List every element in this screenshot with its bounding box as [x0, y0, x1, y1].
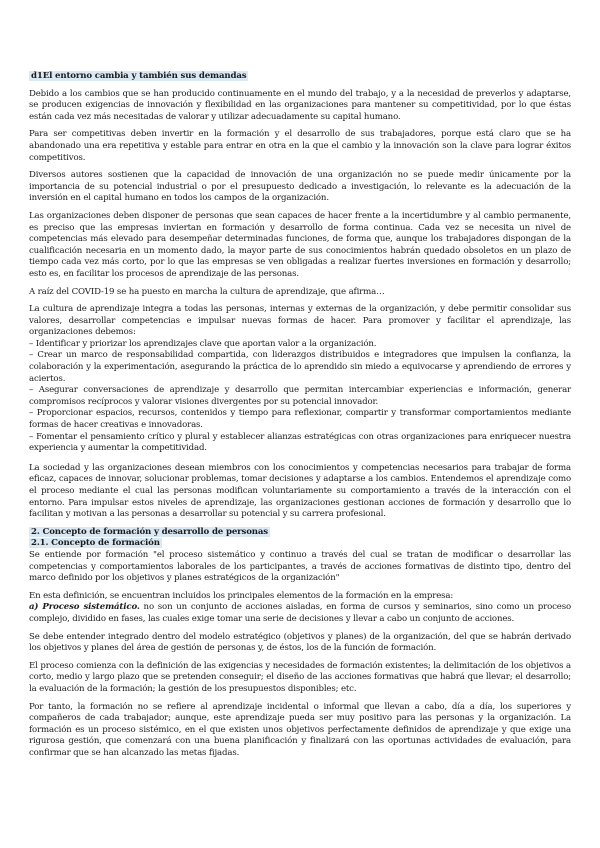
subsection-heading: [29, 538, 571, 550]
paragraph: Las organizaciones deben disponer de personas que sean capaces de hacer frente a la incertidumbre y al cambio permanente, es preciso que las empresas inviertan en formación y desarrollo de forma continua. Cada vez se necesita un nivel de competencias más elevado para desempeñar determinadas funciones, de forma que, aunque los trabajadores dispongan de la cualificación necesaria en un momento dado, la mayor parte de sus conocimientos habrán quedado obsoletos en un plazo de tiempo cada vez más corto, por lo que las empresas se ven obligadas a realizar fuertes inversiones en formación y desarrollo; esto es, en facilitar los procesos de aprendizaje de las personas.: [29, 210, 571, 279]
bullet-list: [29, 339, 571, 455]
paragraph: Diversos autores sostienen que la capacidad de innovación de una organización no se puede medir únicamente por la importancia de su potencial industrial o por el presupuesto dedicado a investigación, lo relevante es la adecuación de la inversión en el capital humano en todos los campos de la organización.: [29, 170, 571, 204]
paragraph: En esta definición, se encuentran incluidos los principales elementos de la formación en la empresa:: [29, 590, 454, 601]
paragraph: Debido a los cambios que se han producido continuamente en el mundo del trabajo, y a la necesidad de preverlos y adaptarse, se producen exigencias de innovación y flexibilidad en las organizaciones para mantener su competitividad, por lo que éstas están cada vez más necesitadas de valorar y utilizar adecuadamente su capital humano.: [29, 88, 571, 122]
list-item: – Proporcionar espacios, recursos, contenidos y tiempo para reflexionar, compartir y transformar comportamientos mediante formas de hacer creativas e innovadoras.: [29, 408, 571, 431]
section-heading: [29, 71, 571, 83]
definition-label: a) Proceso sistemático.: [29, 602, 140, 613]
list-item: – Crear un marco de responsabilidad compartida, con liderazgos distribuidos e integradores que impulsen la confianza, la colaboración y la experimentación, asegurando la práctica de lo aprendido sin miedo a equivocarse y aprendiendo de errores y aciertos.: [29, 350, 571, 384]
section-heading-text: 2. Concepto de formación y desarrollo de personas: [31, 526, 268, 537]
paragraph: A raíz del COVID-19 se ha puesto en marcha la cultura de aprendizaje, que afirma…: [29, 286, 385, 297]
section-heading: [29, 527, 571, 539]
paragraph: Para ser competitivas deben invertir en la formación y el desarrollo de sus trabajadores, porque está claro que se ha abandonado una era repetitiva y estable para entrar en otra en la que el cambio y la innovación son la clave para lograr éxitos competitivos.: [29, 129, 571, 163]
list-item: – Identificar y priorizar los aprendizajes clave que aportan valor a la organización.: [29, 338, 377, 349]
paragraph: Por tanto, la formación no se refiere al aprendizaje incidental o informal que llevan a cabo, día a día, los superiores y compañeros de cada trabajador; aunque, este aprendizaje pueda ser muy positivo para las personas y la organización. La formación es un proceso sistémico, en el que existen unos objetivos perfectamente definidos de aprendizaje y que exige una rigurosa gestión, que comenzará con una buena planificación y finalizará con las oportunas actividades de evaluación, para confirmar que se han alcanzado las metas fijadas.: [29, 701, 571, 758]
paragraph: Se debe entender integrado dentro del modelo estratégico (objetivos y planes) de la organización, del que se habrán derivado los objetivos y planes del área de gestión de personas y, de éstos, los de la función de formación.: [29, 631, 571, 654]
paragraph: La cultura de aprendizaje integra a todas las personas, internas y externas de la organización, y debe permitir consolidar sus valores, desarrollar competencias e impulsar nuevas formas de hacer. Para promover y facilitar el aprendizaje, las organizaciones debemos:: [29, 304, 571, 338]
subsection-heading-text: 2.1. Concepto de formación: [31, 538, 160, 549]
paragraph: Se entiende por formación "el proceso sistemático y continuo a través del cual se tratan de modificar o desarrollar las competencias y comportamientos laborales de los participantes, a través de acciones formativas de distinto tipo, dentro del marco definido por los objetivos y planes estratégicos de la organización": [29, 549, 571, 584]
section-heading-text: d1El entorno cambia y también sus demandas: [31, 71, 247, 81]
paragraph: La sociedad y las organizaciones desean miembros con los conocimientos y competencias necesarios para trabajar de forma eficaz, capaces de innovar, solucionar problemas, tomar decisiones y adaptarse a los cambios. Entendemos el aprendizaje como el proceso mediante el cual las personas modifican voluntariamente su comportamiento a través de la interacción con el entorno. Para impulsar estos niveles de aprendizaje, las organizaciones gestionan acciones de formación y desarrollo que lo facilitan y motivan a las personas a desarrollar su potencial y su carrera profesional.: [29, 462, 571, 520]
list-item: – Fomentar el pensamiento crítico y plural y establecer alianzas estratégicas con otras organizaciones para enriquecer nuestra experiencia y aumentar la competitividad.: [29, 431, 571, 454]
paragraph: El proceso comienza con la definición de las exigencias y necesidades de formación existentes; la delimitación de los objetivos a corto, medio y largo plazo que se pretenden conseguir; el diseño de las acciones formativas que habrá que llevar; el desarrollo; la evaluación de la formación; la gestión de los presupuestos disponibles; etc.: [29, 660, 571, 694]
definition-text: no son un conjunto de acciones aisladas, en forma de cursos y seminarios, sino como un proceso complejo, dividido en fases, las cuales exige tomar una serie de decisiones y llevar a cabo un conjunto de acciones.: [29, 602, 571, 624]
list-item: – Asegurar conversaciones de aprendizaje y desarrollo que permitan intercambiar experiencias e información, generar compromisos recíprocos y valorar visiones divergentes por su potencial innovador.: [29, 385, 571, 407]
definition-paragraph: [29, 602, 571, 625]
